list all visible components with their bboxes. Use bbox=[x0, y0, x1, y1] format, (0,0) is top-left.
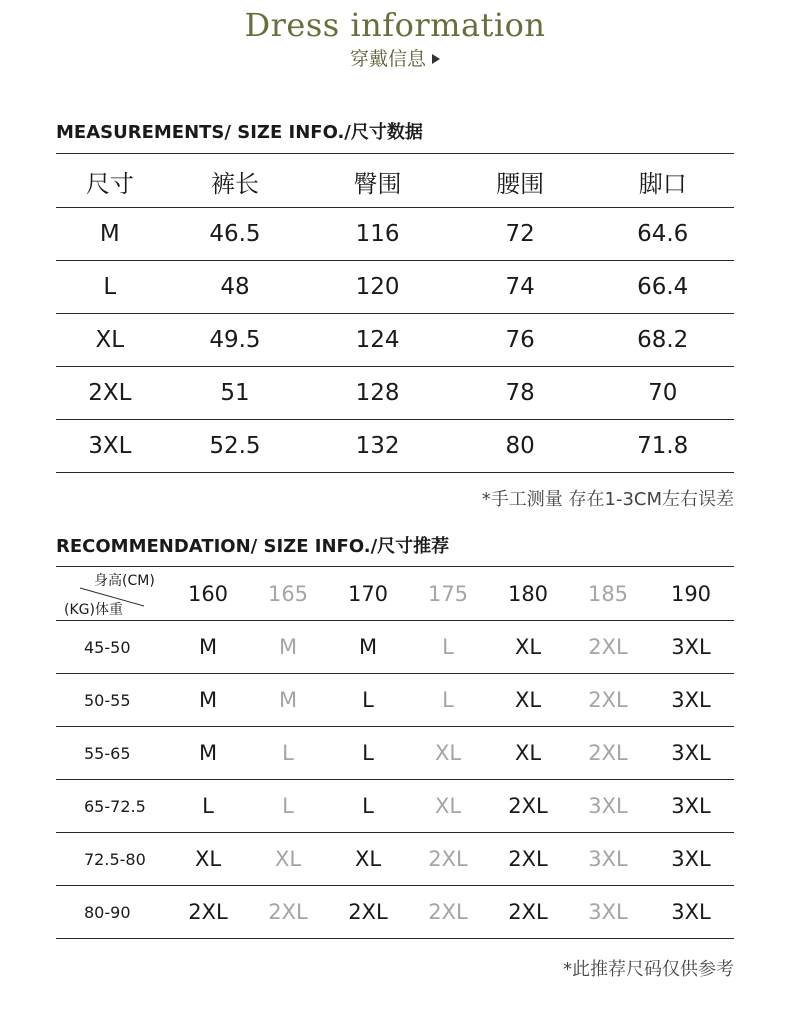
recommended-size-cell: 3XL bbox=[671, 635, 711, 659]
measurement-cell: 71.8 bbox=[637, 433, 689, 459]
weight-label: 65-72.5 bbox=[84, 796, 146, 816]
measurement-cell: 49.5 bbox=[209, 327, 261, 353]
page-header bbox=[0, 4, 790, 72]
measurements-column-header: 裤长 bbox=[210, 169, 259, 198]
measurement-cell: 52.5 bbox=[209, 433, 261, 459]
recommended-size-cell: 3XL bbox=[671, 741, 711, 765]
measurement-cell: 132 bbox=[355, 433, 400, 459]
recommended-size-cell: XL bbox=[514, 635, 542, 659]
recommendation-table bbox=[56, 568, 734, 939]
recommendation-row bbox=[56, 727, 734, 780]
recommended-size-cell: 3XL bbox=[671, 794, 711, 818]
recommendation-body bbox=[56, 621, 734, 939]
triangle-right-icon bbox=[432, 54, 440, 64]
recommended-size-cell: M bbox=[198, 741, 218, 765]
corner-height-label: 身高(CM) bbox=[94, 573, 155, 589]
measurement-cell: 66.4 bbox=[637, 274, 689, 300]
measurements-row bbox=[56, 208, 734, 261]
recommended-size-cell: L bbox=[362, 688, 374, 712]
height-header-cell: 180 bbox=[507, 582, 549, 606]
recommended-size-cell: 3XL bbox=[671, 847, 711, 871]
measurement-cell: 120 bbox=[355, 274, 400, 300]
height-header-cell: 165 bbox=[267, 582, 309, 606]
height-header-cell: 160 bbox=[187, 582, 229, 606]
recommended-size-cell: 2XL bbox=[348, 900, 388, 924]
page-subtitle bbox=[0, 46, 790, 72]
measurement-cell: 46.5 bbox=[209, 221, 261, 247]
recommended-size-cell: M bbox=[278, 635, 298, 659]
recommendation-top-rule bbox=[56, 566, 734, 567]
recommended-size-cell: 2XL bbox=[428, 900, 468, 924]
recommended-size-cell: 3XL bbox=[671, 688, 711, 712]
recommended-size-cell: XL bbox=[434, 741, 462, 765]
measurements-row bbox=[56, 420, 734, 473]
recommended-size-cell: M bbox=[278, 688, 298, 712]
recommended-size-cell: L bbox=[362, 741, 374, 765]
measurement-cell: 74 bbox=[505, 274, 535, 300]
recommended-size-cell: L bbox=[442, 688, 454, 712]
recommendation-note: *此推荐尺码仅供参考 bbox=[563, 959, 734, 980]
measurements-top-rule bbox=[56, 153, 734, 154]
size-cell: 2XL bbox=[88, 380, 132, 406]
size-cell: XL bbox=[95, 327, 125, 353]
measurements-row bbox=[56, 314, 734, 367]
measurements-column-header: 腰围 bbox=[496, 169, 545, 198]
page-title: Dress information bbox=[244, 6, 546, 44]
recommended-size-cell: 2XL bbox=[508, 794, 548, 818]
recommended-size-cell: 2XL bbox=[428, 847, 468, 871]
recommended-size-cell: 2XL bbox=[588, 741, 628, 765]
recommended-size-cell: 3XL bbox=[588, 847, 628, 871]
recommended-size-cell: L bbox=[442, 635, 454, 659]
measurements-column-header: 脚口 bbox=[638, 169, 687, 198]
measurements-column-header: 尺寸 bbox=[85, 169, 134, 198]
measurement-note: *手工测量 存在1-3CM左右误差 bbox=[481, 489, 734, 510]
weight-label: 45-50 bbox=[84, 637, 131, 657]
measurement-cell: 51 bbox=[220, 380, 250, 406]
measurements-body bbox=[56, 208, 734, 473]
recommended-size-cell: 3XL bbox=[588, 900, 628, 924]
measurement-cell: 72 bbox=[505, 221, 535, 247]
recommended-size-cell: 2XL bbox=[508, 847, 548, 871]
weight-label: 80-90 bbox=[84, 902, 131, 922]
recommended-size-cell: 3XL bbox=[588, 794, 628, 818]
weight-label: 55-65 bbox=[84, 743, 131, 763]
measurement-cell: 128 bbox=[355, 380, 400, 406]
recommendation-row bbox=[56, 674, 734, 727]
measurement-cell: 68.2 bbox=[637, 327, 689, 353]
height-header-cell: 170 bbox=[347, 582, 389, 606]
measurement-cell: 124 bbox=[355, 327, 400, 353]
recommended-size-cell: 2XL bbox=[588, 635, 628, 659]
recommended-size-cell: 2XL bbox=[508, 900, 548, 924]
measurements-column-header: 臀围 bbox=[353, 169, 402, 198]
recommended-size-cell: XL bbox=[354, 847, 382, 871]
recommendation-row bbox=[56, 780, 734, 833]
corner-header-cell bbox=[56, 568, 168, 620]
recommended-size-cell: 2XL bbox=[268, 900, 308, 924]
recommended-size-cell: M bbox=[358, 635, 378, 659]
recommended-size-cell: 3XL bbox=[671, 900, 711, 924]
measurement-cell: 64.6 bbox=[637, 221, 689, 247]
measurements-section-title: MEASUREMENTS/ SIZE INFO./尺寸数据 bbox=[56, 122, 423, 143]
weight-label: 50-55 bbox=[84, 690, 131, 710]
recommended-size-cell: L bbox=[202, 794, 214, 818]
height-header-cell: 175 bbox=[427, 582, 469, 606]
weight-label: 72.5-80 bbox=[84, 849, 146, 869]
recommendation-header-row bbox=[56, 568, 734, 621]
recommended-size-cell: 2XL bbox=[188, 900, 228, 924]
measurements-table bbox=[56, 155, 734, 473]
measurements-header-row bbox=[56, 155, 734, 208]
recommendation-section-title: RECOMMENDATION/ SIZE INFO./尺寸推荐 bbox=[56, 536, 450, 557]
measurements-row bbox=[56, 367, 734, 420]
measurements-row bbox=[56, 261, 734, 314]
measurement-cell: 78 bbox=[505, 380, 535, 406]
subtitle-text: 穿戴信息 bbox=[349, 48, 426, 70]
recommended-size-cell: L bbox=[282, 794, 294, 818]
recommendation-row bbox=[56, 621, 734, 674]
recommended-size-cell: M bbox=[198, 635, 218, 659]
height-header-cell: 190 bbox=[670, 582, 712, 606]
measurement-cell: 116 bbox=[355, 221, 400, 247]
corner-weight-label: (KG)体重 bbox=[64, 602, 123, 618]
recommendation-row bbox=[56, 886, 734, 939]
size-cell: M bbox=[99, 221, 120, 247]
measurement-cell: 80 bbox=[505, 433, 535, 459]
size-cell: 3XL bbox=[88, 433, 132, 459]
recommended-size-cell: XL bbox=[274, 847, 302, 871]
recommended-size-cell: L bbox=[362, 794, 374, 818]
height-header-cell: 185 bbox=[587, 582, 629, 606]
measurement-cell: 48 bbox=[220, 274, 250, 300]
recommended-size-cell: XL bbox=[514, 688, 542, 712]
recommended-size-cell: 2XL bbox=[588, 688, 628, 712]
recommendation-row bbox=[56, 833, 734, 886]
size-cell: L bbox=[103, 274, 117, 300]
recommended-size-cell: M bbox=[198, 688, 218, 712]
measurement-cell: 76 bbox=[505, 327, 535, 353]
recommended-size-cell: XL bbox=[514, 741, 542, 765]
recommended-size-cell: XL bbox=[194, 847, 222, 871]
recommended-size-cell: L bbox=[282, 741, 294, 765]
measurement-cell: 70 bbox=[648, 380, 678, 406]
recommended-size-cell: XL bbox=[434, 794, 462, 818]
